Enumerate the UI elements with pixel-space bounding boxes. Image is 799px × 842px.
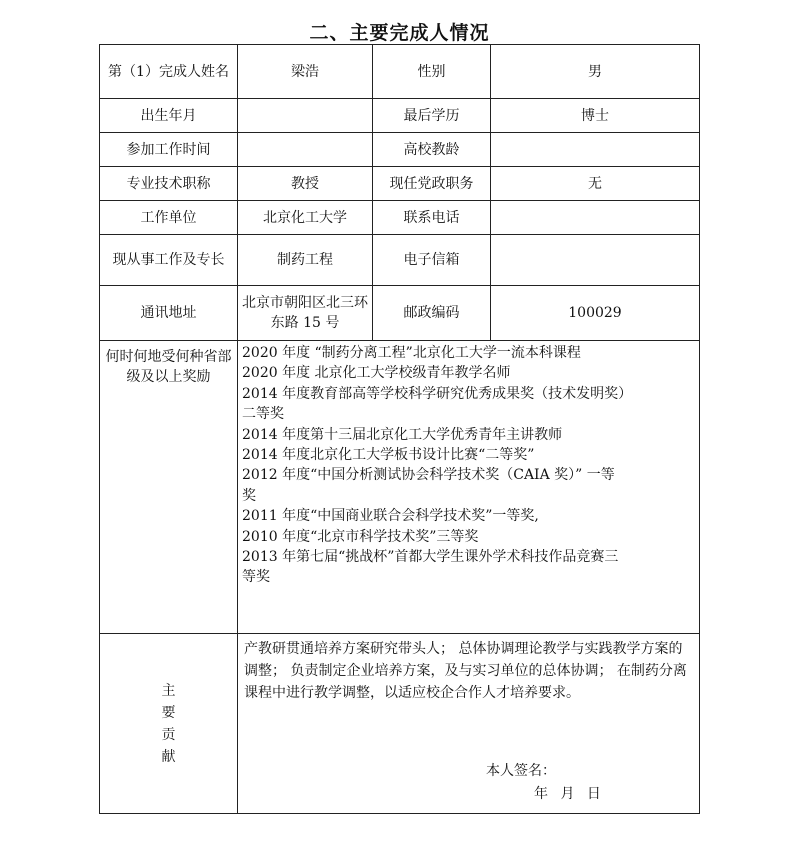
table-row <box>100 341 700 634</box>
education-value: 博士 <box>491 99 700 133</box>
table-row <box>100 235 700 286</box>
contribution-text: 产教研贯通培养方案研究带头人； 总体协调理论教学与实践教学方案的调整； 负责制定企业培养方案，及与实习单位的总体协调； 在制药分离课程中进行教学调整，以适应校企合作人才培养要求。 <box>244 641 687 701</box>
awards-list <box>238 341 700 634</box>
phone-value <box>491 201 700 235</box>
teaching-years-value <box>491 133 700 167</box>
award-line: 等奖 <box>242 569 270 586</box>
award-line: 二等奖 <box>242 406 284 423</box>
work-start-value <box>238 133 373 167</box>
award-line: 2011 年度“中国商业联合会科学技术奖”一等奖, <box>242 508 539 525</box>
award-line: 2013 年第七届“挑战杯”首都大学生课外学术科技作品竞赛三 <box>242 549 619 566</box>
work-start-label: 参加工作时间 <box>100 133 238 167</box>
address-label: 通讯地址 <box>100 286 238 341</box>
name-value: 梁浩 <box>238 45 373 99</box>
award-line: 2020 年度 “制药分离工程”北京化工大学一流本科课程 <box>242 345 581 361</box>
table-row <box>100 634 700 814</box>
table-row <box>100 45 700 99</box>
page-title: 二、主要完成人情况 <box>309 22 490 44</box>
table-row <box>100 286 700 341</box>
specialty-value: 制药工程 <box>238 235 373 286</box>
employer-value: 北京化工大学 <box>238 201 373 235</box>
birth-value <box>238 99 373 133</box>
birth-label: 出生年月 <box>100 99 238 133</box>
contribution-label-char: 献 <box>161 748 176 765</box>
contribution-label-char: 要 <box>161 704 176 721</box>
postcode-value: 100029 <box>491 286 700 341</box>
contribution-label-char: 主 <box>161 682 176 699</box>
address-value: 北京市朝阳区北三环东路 15 号 <box>238 286 373 341</box>
education-label: 最后学历 <box>373 99 491 133</box>
table-row <box>100 167 700 201</box>
contribution-label-char: 贡 <box>161 726 176 743</box>
email-label: 电子信箱 <box>373 235 491 286</box>
party-post-value: 无 <box>491 167 700 201</box>
contribution-cell <box>238 634 700 814</box>
email-value <box>491 235 700 286</box>
person-info-table <box>99 44 700 814</box>
table-row <box>100 99 700 133</box>
award-line: 2010 年度“北京市科学技术奖”三等奖 <box>242 528 479 545</box>
postcode-label: 邮政编码 <box>373 286 491 341</box>
employer-label: 工作单位 <box>100 201 238 235</box>
gender-label: 性别 <box>373 45 491 99</box>
gender-value: 男 <box>491 45 700 99</box>
award-line: 2014 年度教育部高等学校科学研究优秀成果奖（技术发明奖） <box>242 385 633 402</box>
table-row <box>100 201 700 235</box>
date-line: 年 月 日 <box>534 786 601 802</box>
award-line: 2012 年度“中国分析测试协会科学技术奖（CAIA 奖）” 一等 <box>242 467 615 484</box>
award-line: 2014 年度北京化工大学板书设计比赛“二等奖” <box>242 447 535 464</box>
specialty-label: 现从事工作及专长 <box>100 235 238 286</box>
teaching-years-label: 高校教龄 <box>373 133 491 167</box>
title-label: 专业技术职称 <box>100 167 238 201</box>
award-line: 2020 年度 北京化工大学校级青年教学名师 <box>242 365 511 382</box>
name-label: 第（1）完成人姓名 <box>100 45 238 99</box>
title-value: 教授 <box>238 167 373 201</box>
table-row <box>100 133 700 167</box>
phone-label: 联系电话 <box>373 201 491 235</box>
party-post-label: 现任党政职务 <box>373 167 491 201</box>
award-line: 奖 <box>242 487 256 504</box>
signature-label: 本人签名： <box>486 763 556 779</box>
award-line: 2014 年度第十三届北京化工大学优秀青年主讲教师 <box>242 426 563 443</box>
contribution-label <box>100 634 238 814</box>
awards-label: 何时何地受何种省部级及以上奖励 <box>100 341 238 634</box>
